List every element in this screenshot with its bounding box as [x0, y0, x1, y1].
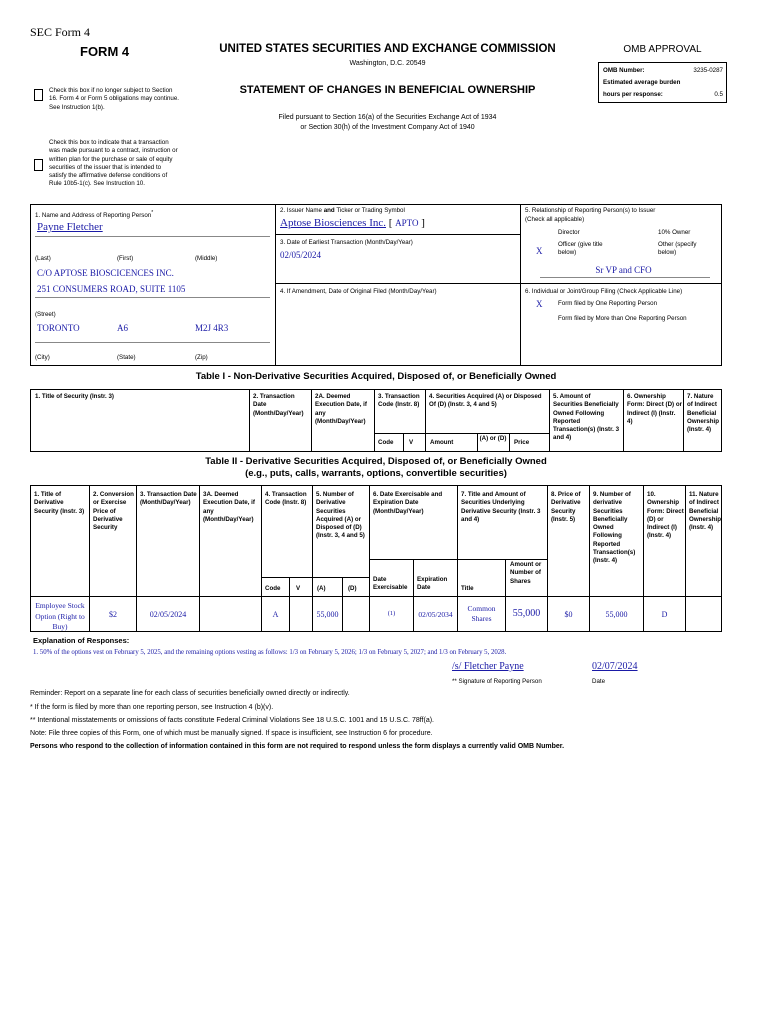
other-label: Other (specify below): [658, 241, 697, 257]
earliest-date-value: 02/05/2024: [280, 250, 322, 260]
t2-amount-header: Amount or Number of Shares: [510, 561, 542, 585]
t1-col2a: 2A. Deemed Execution Date, if any (Month/Day/Year): [315, 393, 367, 425]
t1-col6: 6. Ownership Form: Direct (D) or Indirect (I) (Instr. 4): [627, 393, 683, 425]
t1-col1: 1. Title of Security (Instr. 3): [35, 393, 114, 400]
no-longer-subject-checkbox[interactable]: [34, 89, 43, 101]
footer-reminder: Reminder: Report on a separate line for each class of securities beneficially owned directly or indirectly.: [30, 690, 350, 697]
t1-col7: 7. Nature of Indirect Beneficial Ownership (Instr. 4): [687, 393, 719, 434]
form-title: FORM 4: [80, 44, 130, 59]
state-value: A6: [117, 323, 128, 333]
t2-row-form: D: [661, 610, 668, 619]
city-value: TORONTO: [37, 323, 80, 333]
no-longer-subject-text: Check this box if no longer subject to Section 16. Form 4 or Form 5 obligations may continue. See Instruction 1(b).: [49, 87, 179, 111]
t2-row-expiration: 02/05/2034: [418, 610, 453, 619]
sec-form-label: SEC Form 4: [30, 25, 91, 39]
footer-multi-person: * If the form is filed by more than one reporting person, see Instruction 4 (b)(v).: [30, 704, 274, 711]
t2-row-price: $2: [109, 610, 117, 619]
state-label: (State): [117, 354, 136, 361]
omb-hours-value: 0.5: [714, 91, 723, 98]
t2-a: (A): [317, 585, 326, 592]
statement-title: STATEMENT OF CHANGES IN BENEFICIAL OWNERSHIP: [239, 84, 536, 96]
t2-col3: 3. Transaction Date (Month/Day/Year): [140, 491, 197, 507]
relationship-sub: (Check all applicable): [525, 216, 585, 223]
omb-number-value: 3235-0287: [693, 67, 723, 74]
zip-value: M2J 4R3: [195, 323, 229, 333]
rule-10b5-1-checkbox[interactable]: [34, 159, 43, 171]
t1-col4: 4. Securities Acquired (A) or Disposed Of (D) (Instr. 3, 4 and 5): [429, 393, 542, 409]
city-label: (City): [35, 354, 50, 361]
t1-code: Code: [378, 439, 394, 446]
footer-copies-note: Note: File three copies of this Form, one of which must be manually signed. If space is insufficient, see Instruction 6 for procedure.: [30, 730, 433, 737]
footer-misstatements: ** Intentional misstatements or omissions of facts constitute Federal Criminal Violations See 18 U.S.C. 1001 and 15 U.S.C. 78ff(a).: [30, 717, 434, 724]
middle-label: (Middle): [195, 255, 218, 262]
footer-omb-notice: Persons who respond to the collection of information contained in this form are not required to respond unless the form displays a currently valid OMB Number.: [30, 743, 565, 750]
t2-row-title: Employee Stock Option (Right to Buy): [35, 601, 85, 631]
officer-title: Sr VP and CFO: [595, 265, 652, 275]
street-label: (Street): [35, 311, 56, 318]
t1-v: V: [409, 439, 414, 446]
rule-10b5-1-text: Check this box to indicate that a transaction was made pursuant to a contract, instruction or written plan for the purchase or sale of equity securities of the issuer that is intended to satisfy the affirmative defense conditions of Rule 10b5-1(c). See Instruction 10.: [49, 139, 178, 188]
filed-pursuant-1: Filed pursuant to Section 16(a) of the Securities Exchange Act of 1934: [278, 114, 497, 121]
t2-col5: 5. Number of Derivative Securities Acquired (A) or Disposed of (D) (Instr. 3, 4 and 5): [316, 491, 365, 540]
last-label: (Last): [35, 255, 51, 262]
t2-col2: 2. Conversion or Exercise Price of Derivative Security: [93, 491, 134, 532]
issuer-label: 2. Issuer Name and Ticker or Trading Symbol: [280, 207, 405, 214]
t2-row-date: 02/05/2024: [149, 610, 187, 619]
t2-col4: 4. Transaction Code (Instr. 8): [265, 491, 307, 507]
issuer-ticker: APTO: [395, 218, 419, 228]
agency-title: UNITED STATES SECURITIES AND EXCHANGE COMMISSION: [219, 43, 556, 55]
t2-col1: 1. Title of Derivative Security (Instr. 3): [34, 491, 85, 515]
address-line-2: 251 CONSUMERS ROAD, SUITE 1105: [37, 284, 186, 294]
address-line-1: C/O APTOSE BIOSCICENCES INC.: [37, 268, 174, 278]
t2-row-underlying-title: Common Shares: [467, 604, 496, 623]
t1-a-or-d: (A) or (D): [479, 435, 507, 442]
director-label: Director: [558, 229, 580, 236]
amendment-label: 4. If Amendment, Date of Original Filed (Month/Day/Year): [280, 288, 437, 295]
reporting-person-label: 1. Name and Address of Reporting Person*: [35, 210, 154, 220]
t1-col2: 2. Transaction Date (Month/Day/Year): [253, 393, 304, 417]
t2-col3a: 3A. Deemed Execution Date, if any (Month/Day/Year): [203, 491, 255, 523]
officer-label: Officer (give title below): [558, 241, 603, 257]
t2-row-date-exercisable: (1): [387, 610, 396, 617]
t2-col6: 6. Date Exercisable and Expiration Date (Month/Day/Year): [373, 491, 443, 515]
t1-col3: 3. Transaction Code (Instr. 8): [378, 393, 420, 409]
officer-checkmark[interactable]: X: [536, 246, 543, 256]
zip-label: (Zip): [195, 354, 208, 361]
t2-d: (D): [348, 585, 357, 592]
omb-hours-label: hours per response:: [603, 91, 663, 98]
explanation-note-1: 1. 50% of the options vest on February 5, 2025, and the remaining options vesting as follows: 1/3 on February 5, 2026; 1/3 on February 5, 2027; and 1/3 on February 5, 2028.: [33, 649, 507, 656]
t2-title-header: Title: [461, 585, 474, 592]
omb-title: OMB APPROVAL: [623, 44, 702, 55]
t2-row-deriv-price: $0: [564, 610, 573, 619]
signature-label: ** Signature of Reporting Person: [452, 678, 542, 685]
t1-col5: 5. Amount of Securities Beneficially Owned Following Reported Transaction(s) (Instr. 3 and 4): [553, 393, 620, 442]
filing-checkmark[interactable]: X: [536, 299, 543, 309]
t2-row-underlying-amount: 55,000: [512, 608, 541, 619]
t1-price: Price: [514, 439, 530, 446]
filing-more: Form filed by More than One Reporting Person: [558, 315, 687, 322]
relationship-label: 5. Relationship of Reporting Person(s) to Issuer: [525, 207, 656, 214]
t2-col9: 9. Number of derivative Securities Beneficially Owned Following Reported Transaction(s) (Instr. 4): [593, 491, 636, 565]
explanation-label: Explanation of Responses:: [33, 636, 130, 645]
table2-subtitle: (e.g., puts, calls, warrants, options, convertible securities): [245, 468, 507, 479]
t2-row-code: A: [272, 610, 279, 619]
t2-col8: 8. Price of Derivative Security (Instr. 5): [551, 491, 581, 523]
t2-row-owned: 55,000: [605, 610, 628, 619]
signature-name: /s/ Fletcher Payne: [452, 661, 524, 672]
t2-expiration-date: Expiration Date: [417, 576, 448, 592]
filing-label: 6. Individual or Joint/Group Filing (Check Applicable Line): [525, 288, 683, 295]
t2-v: V: [296, 585, 301, 592]
signature-date-label: Date: [592, 678, 606, 685]
ten-percent-label: 10% Owner: [658, 229, 691, 236]
t1-amount: Amount: [430, 439, 454, 446]
agency-city: Washington, D.C. 20549: [349, 60, 426, 67]
signature-date: 02/07/2024: [592, 661, 638, 672]
omb-number-label: OMB Number:: [603, 67, 645, 74]
issuer-name[interactable]: Aptose Biosciences Inc.: [280, 217, 386, 229]
t2-col10: 10. Ownership Form: Direct (D) or Indirect (I) (Instr. 4): [647, 491, 684, 540]
t2-date-exercisable: Date Exercisable: [373, 576, 408, 592]
issuer-name-line: Aptose Biosciences Inc. [ APTO ]: [280, 217, 425, 229]
t2-code: Code: [265, 585, 281, 592]
t2-col11: 11. Nature of Indirect Beneficial Ownership (Instr. 4): [689, 491, 721, 532]
t2-col7: 7. Title and Amount of Securities Underlying Derivative Security (Instr. 3 and 4): [461, 491, 541, 523]
earliest-date-label: 3. Date of Earliest Transaction (Month/Day/Year): [280, 239, 413, 246]
reporting-person-name[interactable]: Payne Fletcher: [37, 221, 103, 233]
table1-title: Table I - Non-Derivative Securities Acquired, Disposed of, or Beneficially Owned: [195, 371, 557, 382]
filed-pursuant-2: or Section 30(h) of the Investment Company Act of 1940: [300, 124, 475, 131]
table2-title: Table II - Derivative Securities Acquired, Disposed of, or Beneficially Owned: [205, 456, 547, 467]
omb-burden-label: Estimated average burden: [603, 79, 681, 86]
filing-one: Form filed by One Reporting Person: [558, 300, 658, 307]
t2-row-acquired: 55,000: [316, 610, 339, 619]
first-label: (First): [117, 255, 134, 262]
